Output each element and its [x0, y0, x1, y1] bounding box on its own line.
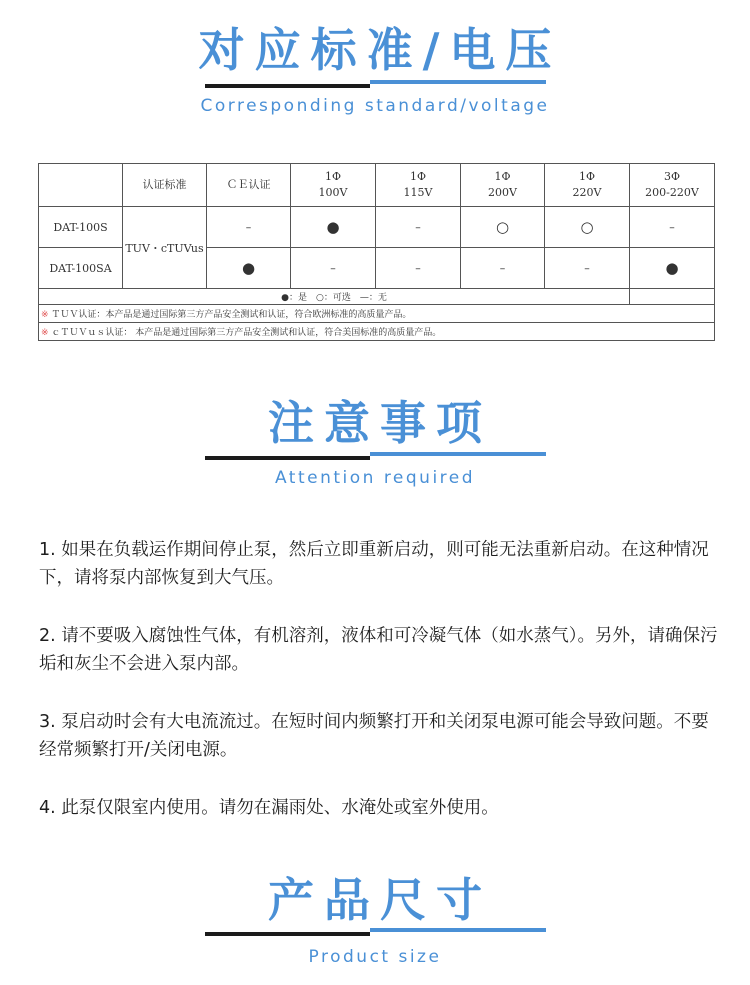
header-cell: 1Φ 220V [545, 164, 630, 207]
table-cell: ● [207, 248, 291, 289]
header-cell: ＣＥ认证 [207, 164, 291, 207]
section-subtitle: Corresponding standard/voltage [200, 96, 550, 116]
table-row [39, 207, 715, 248]
underline-dark [205, 456, 370, 460]
section-title: 产品尺寸 [268, 873, 492, 927]
table-cell: – [376, 207, 461, 248]
section-heading-attention [0, 395, 750, 451]
legend-row [39, 289, 715, 305]
note-text: ＴＵＶ认证：本产品是通过国际第三方产品安全测试和认证，符合欧洲标准的高质量产品。 [51, 310, 412, 320]
header-cell: 3Φ 200-220V [630, 164, 715, 207]
section-title: 注意事项 [268, 396, 492, 450]
note-mark: ※ [41, 328, 49, 338]
section-subtitle: Attention required [274, 468, 476, 488]
note-row [39, 323, 715, 341]
table-cell: ○ [461, 207, 545, 248]
attention-item: 4. 此泵仅限室内使用。请勿在漏雨处、水淹处或室外使用。 [39, 798, 499, 818]
legend-text: ●：是 ○：可选 —：无 [39, 289, 630, 305]
legend-empty-cell [630, 289, 715, 305]
section-subtitle-standard [0, 95, 750, 117]
heading-underline [0, 452, 750, 464]
note-ctuvus [39, 323, 715, 341]
section-subtitle: Product size [308, 947, 442, 967]
header-cell [39, 164, 123, 207]
note-text: ｃＴＵＶｕｓ认证： 本产品是通过国际第三方产品安全测试和认证，符合美国标准的高质量产品。 [51, 328, 442, 338]
table-cell: ● [630, 248, 715, 289]
attention-item: 2. 请不要吸入腐蚀性气体，有机溶剂，液体和可冷凝气体（如水蒸气）。另外，请确保污垢和灰尘不会进入泵内部。 [39, 626, 718, 674]
model-cell: DAT-100SA [39, 248, 123, 289]
table-cell: – [207, 207, 291, 248]
table-cell: – [630, 207, 715, 248]
table-cell: – [291, 248, 376, 289]
header-cell: 1Φ 200V [461, 164, 545, 207]
attention-item: 1. 如果在负载运作期间停止泵，然后立即重新启动，则可能无法重新启动。在这种情况下，请将泵内部恢复到大气压。 [39, 540, 709, 588]
section-subtitle-attention [0, 467, 750, 489]
header-cell: 1Φ 115V [376, 164, 461, 207]
standard-voltage-table [38, 163, 715, 341]
table-cell: – [545, 248, 630, 289]
underline-dark [205, 932, 370, 936]
underline-dark [205, 84, 370, 88]
header-cell: 1Φ 100V [291, 164, 376, 207]
note-row [39, 305, 715, 323]
section-subtitle-size [0, 946, 750, 968]
section-title: 对应标准/电压 [198, 23, 562, 77]
note-tuv [39, 305, 715, 323]
section-heading-standard [0, 22, 750, 78]
attention-list [39, 536, 719, 852]
model-cell: DAT-100S [39, 207, 123, 248]
note-mark: ※ [41, 310, 49, 320]
heading-underline [0, 928, 750, 940]
underline-blue [370, 80, 546, 84]
heading-underline [0, 80, 750, 92]
attention-item: 3. 泵启动时会有大电流流过。在短时间内频繁打开和关闭泵电源可能会导致问题。不要经常频繁打开/关闭电源。 [39, 712, 709, 760]
section-heading-size [0, 872, 750, 928]
table-cell: – [461, 248, 545, 289]
cert-cell: TUV・cTUVus [123, 207, 207, 289]
table-cell: – [376, 248, 461, 289]
table-cell: ● [291, 207, 376, 248]
underline-blue [370, 928, 546, 932]
table-cell: ○ [545, 207, 630, 248]
table-header-row [39, 164, 715, 207]
header-cell: 认证标准 [123, 164, 207, 207]
underline-blue [370, 452, 546, 456]
